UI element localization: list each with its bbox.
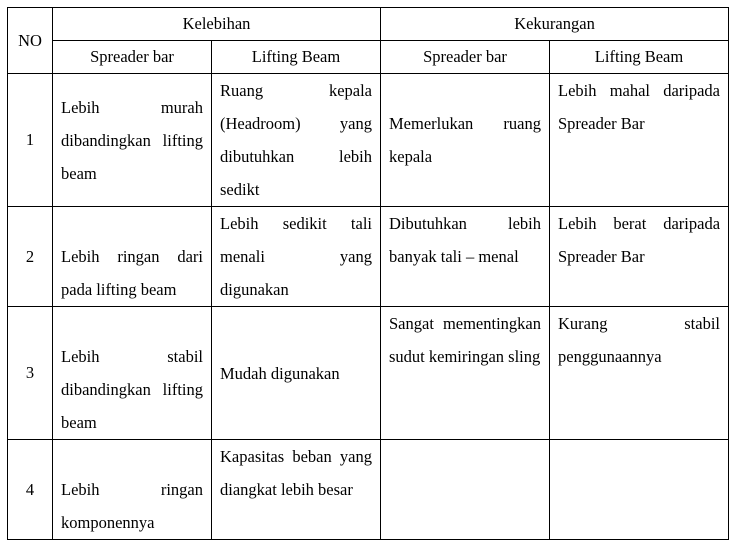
no-column-header: NO [8, 8, 53, 74]
adv-lifting-cell: Kapasitas beban yang diangkat lebih besar [212, 440, 381, 540]
dis-spreader-cell [381, 440, 550, 540]
dis-spreader-cell: Memerlukan ruang kepala [381, 74, 550, 207]
header-sub-row [8, 41, 729, 74]
row-number: 4 [8, 440, 53, 540]
dis-spreader-header: Spreader bar [381, 41, 550, 74]
dis-lifting-cell [550, 440, 729, 540]
table-row [8, 307, 729, 440]
dis-lifting-header: Lifting Beam [550, 41, 729, 74]
adv-lifting-cell: Lebih sedikit tali menali yang digunakan [212, 207, 381, 307]
row-number: 1 [8, 74, 53, 207]
comparison-table [7, 7, 729, 540]
table-row [8, 440, 729, 540]
advantages-group-header: Kelebihan [53, 8, 381, 41]
adv-spreader-cell: Lebih ringan dari pada lifting beam [53, 207, 212, 307]
adv-lifting-header: Lifting Beam [212, 41, 381, 74]
header-group-row [8, 8, 729, 41]
adv-spreader-header: Spreader bar [53, 41, 212, 74]
dis-lifting-cell: Lebih mahal daripada Spreader Bar [550, 74, 729, 207]
dis-lifting-cell: Kurang stabil penggunaannya [550, 307, 729, 440]
disadvantages-group-header: Kekurangan [381, 8, 729, 41]
dis-spreader-cell: Sangat mementingkan sudut kemiringan sling [381, 307, 550, 440]
adv-spreader-cell: Lebih murah dibandingkan lifting beam [53, 74, 212, 207]
dis-spreader-cell: Dibutuhkan lebih banyak tali – menal [381, 207, 550, 307]
adv-lifting-cell: Mudah digunakan [212, 307, 381, 440]
adv-spreader-cell: Lebih stabil dibandingkan lifting beam [53, 307, 212, 440]
table-row [8, 207, 729, 307]
adv-spreader-cell: Lebih ringan komponennya [53, 440, 212, 540]
adv-lifting-cell: Ruang kepala (Headroom) yang dibutuhkan lebih sedikt [212, 74, 381, 207]
table-row [8, 74, 729, 207]
row-number: 2 [8, 207, 53, 307]
row-number: 3 [8, 307, 53, 440]
dis-lifting-cell: Lebih berat daripada Spreader Bar [550, 207, 729, 307]
